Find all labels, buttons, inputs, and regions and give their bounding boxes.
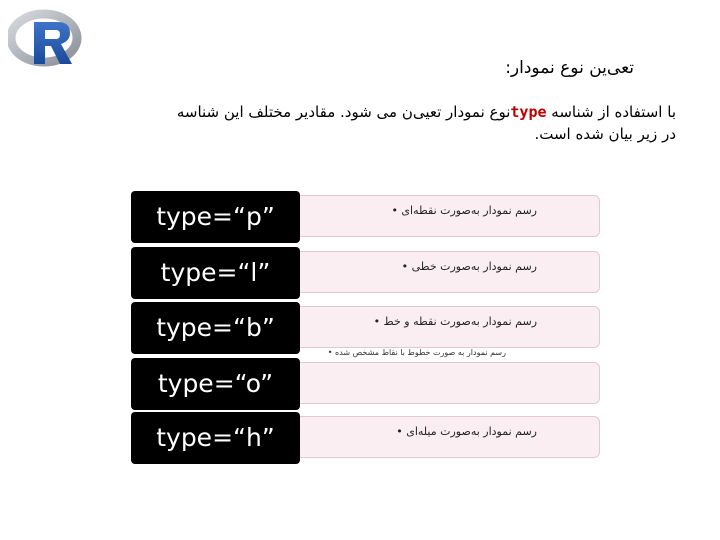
description-subtext: رسم نمودار به صورت خطوط با نقاط مشخص شده •: [327, 348, 506, 357]
type-row-l: [131, 247, 602, 299]
description-box: [300, 251, 600, 293]
description-box: [300, 195, 600, 237]
intro-line2: در زیر بیان شده است.: [534, 125, 676, 143]
intro-text-after: نوع نمودار تعیی‌ن می شود. مقادیر مختلف این شناسه: [176, 103, 511, 121]
description-text: رسم نمودار به‌صورت میله‌ای •: [396, 425, 537, 438]
description-text: رسم نمودار به‌صورت نقطه‌ای •: [391, 204, 537, 217]
type-label: type=“l”: [131, 247, 300, 299]
type-row-h: [131, 412, 602, 464]
type-label: type=“h”: [131, 412, 300, 464]
keyword-type: type: [510, 103, 547, 121]
description-box: [300, 416, 600, 458]
type-row-o: [131, 358, 602, 410]
slide-title: تعی‌ین نوع نمودار:: [505, 58, 634, 78]
type-row-p: [131, 191, 602, 243]
type-label: type=“b”: [131, 302, 300, 354]
description-text: رسم نمودار به‌صورت نقطه و خط •: [373, 315, 537, 328]
intro-text-before: با استفاده از شناسه: [551, 103, 676, 121]
description-text: رسم نمودار به‌صورت خطی •: [401, 260, 537, 273]
description-box: [300, 306, 600, 348]
r-logo-icon: [8, 8, 84, 74]
intro-paragraph: [36, 101, 676, 145]
type-label: type=“p”: [131, 191, 300, 243]
type-label: type=“o”: [131, 358, 300, 410]
type-row-b: [131, 302, 602, 357]
description-box: [300, 362, 600, 404]
